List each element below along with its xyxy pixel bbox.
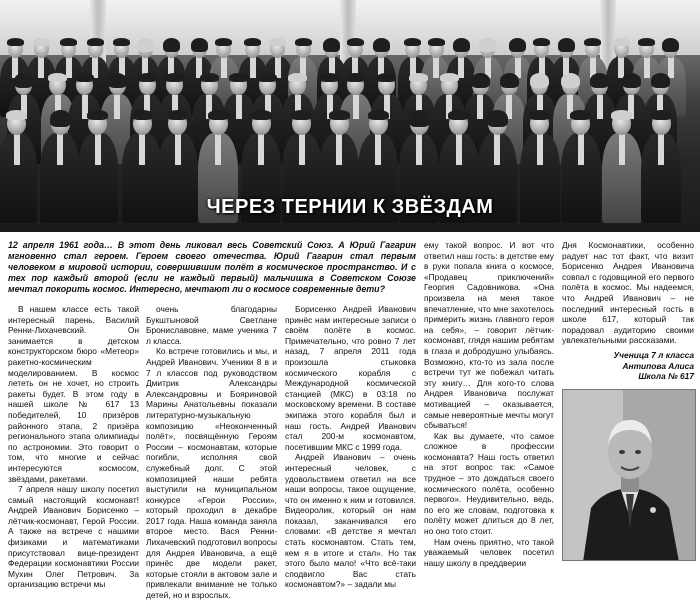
paragraph: Борисенко Андрей Иванович принёс нам интересные записи о своём полёте в космос. Примечательно, что ровно 7 лет назад, 7 апреля 2011 года произошла стыковка космического корабля с Международной космической станцией (МКС) в 03:18 по московскому времени. В составе экипажа этого корабля был и наш гость. Андрей Иванович стал 200-м космонавтом, посетившим МКС с 1999 года. <box>285 304 416 452</box>
signature-line: Антипова Алиса <box>622 360 694 371</box>
paragraph: Андрей Иванович – очень интересный человек, с удовольствием ответил на все наши вопросы, такое ощущение, что он именно к ним и готовился. Видеоролик, который он нам показал, заканчивался его словами: «В детстве я мечтал стать космонавтом. Стать тем, кем я в итоге и стал». Но так этого было мало! «Что всё-таки сподвигло Вас стать космонавтом?» – задали мы <box>285 452 416 590</box>
column-3 <box>285 304 416 590</box>
paragraph: Как вы думаете, что самое сложное в профессии космонавта? Наш гость ответил на этот вопрос так: «Самое трудное – это дождаться своего космического полёта, особенно первого». Неудивительно, ведь, по его же словам, подготовка к полёту может длиться до 8 лет, но оно того стоит. <box>424 430 554 537</box>
signature-line: Школа № 617 <box>638 371 694 382</box>
column-1 <box>8 304 139 590</box>
headline: ЧЕРЕЗ ТЕРНИИ К ЗВЁЗДАМ <box>206 196 494 218</box>
author-signature <box>562 350 694 382</box>
column-5 <box>562 240 694 382</box>
paragraph: В нашем классе есть такой интересный парень, Василий Ренни-Лихачевский. Он занимается в детском конструкторском бюро «Метеор» ракетно-космическим моделированием. В космос лететь он не хочет, но строить ракеты будет. В этом году в нашей школе № 617 13 победителей, 10 призёров районного этапа, 2 призёра регионального этапа олимпиады по астрономии. Это говорит о том, что многие и сейчас интересуются космосом, звёздами, ракетами. <box>8 304 139 484</box>
paragraph: 7 апреля нашу школу посетил самый настоящий космонавт! Андрей Иванович Борисенко – лётчик-космонавт, Герой России. А также на встрече с нашими физиками и математиками присутствовал вице-президент Федерации космонавтики России Мухин Олег Петрович. За организацию встречи мы <box>8 484 139 590</box>
lead-paragraph: 12 апреля 1961 года… В этот день ликовал весь Советский Союз. А Юрий Гагарин мгновенно стал героем. Героем своего отечества. Юрий Гагарин стал первым человеком в мировой истории, совершившим полёт в космическое пространство. И с тех пор каждый второй (если не каждый первый) мальчишка в Советском Союзе мечтал покорить космос. Интересно, мечтают ли о космосе современные дети? <box>8 240 416 294</box>
cosmonaut-portrait <box>562 389 696 561</box>
column-4 <box>424 240 554 568</box>
portrait-illustration <box>563 390 696 561</box>
column-2 <box>146 304 277 601</box>
signature-line: Ученица 7 л класса <box>613 349 694 360</box>
paragraph: очень благодарны Букштыновой Светлане Брониславовне, маме ученика 7 л класса. <box>146 304 277 346</box>
paragraph: Ко встрече готовились и мы, и Андрей Иванович. Ученики 8 в и 7 л классов под руководством Дмитрик Александры Александровны и Бояриновой Марины Анатольевны показали литературно-музыкальную композицию «Неоконченный полёт», посвящённую Героям России – космонавтам, которые погибли, исполняя свой служебный долг. С этой композицией наши ребята выступили на муниципальном конкурсе «Герои России», который проходил в декабре 2017 года. Наша команда заняла второе место. Вася Ренни-Лихачевский подготовил вопросы для Андрея Ивановича, а ещё принёс две модели ракет, которые стояли в актовом зале и привлекали внимание не только детей, но и взрослых. <box>146 346 277 601</box>
paragraph: ему такой вопрос. И вот что ответил наш гость: в детстве ему в руки попала книга о космосе, «Продавец приключений» Георгия Садовникова. «Она произвела на меня такое впечатление, что мне захотелось примерить жизнь главного героя на себя», – говорит лётчик-космонавт, глядя нашим ребятам в глаза и добродушно улыбаясь. Возможно, кто-то из зала после встречи тут же побежал читать эту книгу… Для кого-то слова Андрея Ивановича послужат мотивацией – оказывается, самые невероятные мечты могут сбываться! <box>424 240 554 431</box>
paragraph: Дня Космонавтики, особенно радует нас тот факт, что визит Борисенко Андрея Ивановича совпал с годовщиной его первого полёта в космос. Мы надеемся, что Андрей Иванович – не последний интересный гость в школе 617, который так порадовал аудиторию своими увлекательными рассказами. <box>562 240 694 346</box>
paragraph: Нам очень приятно, что такой уважаемый человек посетил нашу школу в преддверии <box>424 536 554 568</box>
group-photo <box>0 0 700 232</box>
